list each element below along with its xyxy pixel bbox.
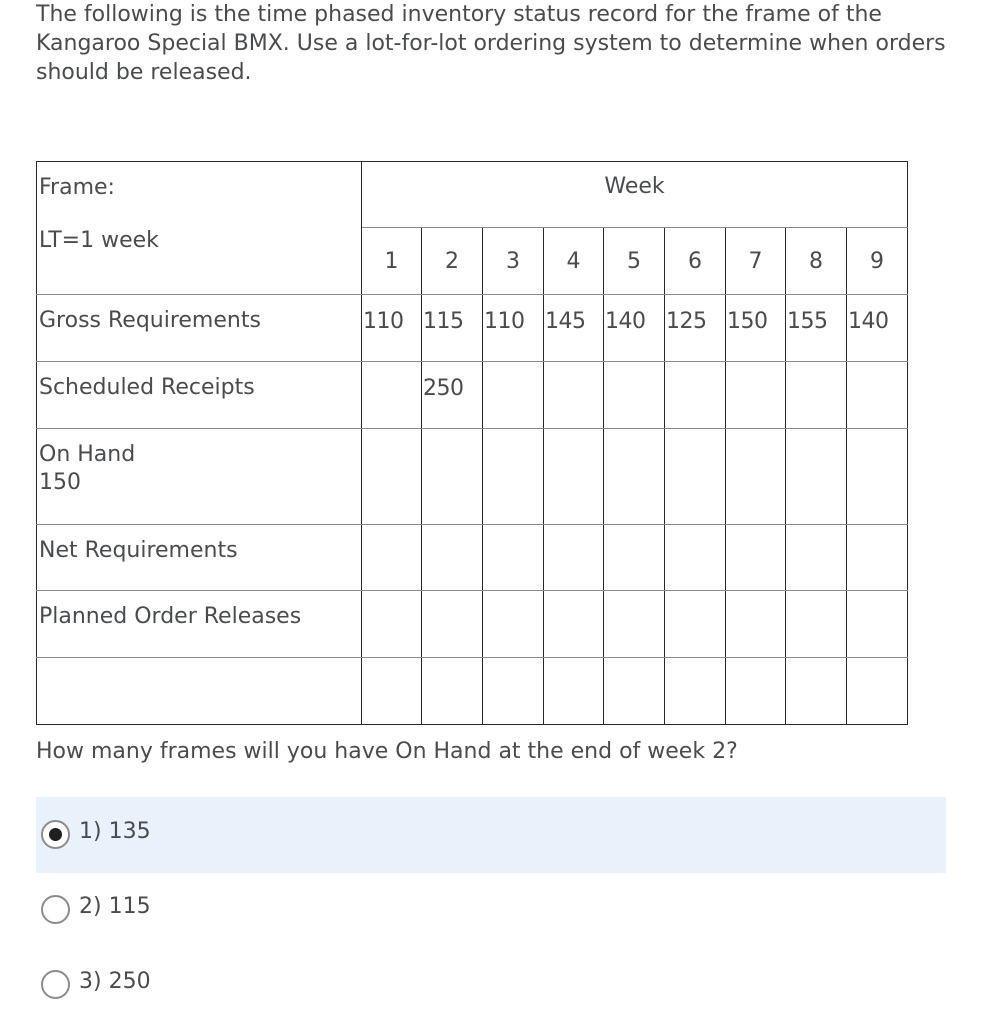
gross-requirements-cell: 140 [847, 295, 908, 362]
scheduled-receipts-cell [362, 362, 422, 429]
gross-requirements-cell: 140 [604, 295, 665, 362]
question-text: How many frames will you have On Hand at the end of week 2? [36, 739, 738, 764]
on-hand-initial: 150 [39, 470, 81, 495]
planned-order-releases-cell [544, 591, 604, 658]
planned-order-releases-cell [362, 591, 422, 658]
scheduled-receipts-cell [847, 362, 908, 429]
item-label: Frame: [37, 162, 362, 228]
net-requirements-cell [786, 525, 847, 591]
on-hand-label-cell [37, 429, 362, 525]
answer-choice-label[interactable]: 3) 250 [79, 969, 151, 994]
planned-order-releases-cell [847, 591, 908, 658]
on-hand-cell [665, 429, 726, 525]
planned-order-releases-cell [726, 591, 786, 658]
blank-cell [362, 658, 422, 725]
net-requirements-label: Net Requirements [37, 525, 362, 591]
radio-button-icon[interactable] [41, 820, 70, 849]
on-hand-cell [786, 429, 847, 525]
blank-cell [726, 658, 786, 725]
gross-requirements-cell: 115 [422, 295, 483, 362]
week-number-cell: 4 [544, 228, 604, 295]
gross-requirements-cell: 145 [544, 295, 604, 362]
on-hand-cell [544, 429, 604, 525]
week-number-cell: 1 [362, 228, 422, 295]
net-requirements-cell [483, 525, 544, 591]
net-requirements-cell [604, 525, 665, 591]
gross-requirements-label: Gross Requirements [37, 295, 362, 362]
gross-requirements-cell: 150 [726, 295, 786, 362]
week-number-cell: 6 [665, 228, 726, 295]
scheduled-receipts-cell [665, 362, 726, 429]
planned-order-releases-cell [665, 591, 726, 658]
scheduled-receipts-cell: 250 [422, 362, 483, 429]
on-hand-label: On Hand [39, 442, 136, 467]
net-requirements-cell [544, 525, 604, 591]
scheduled-receipts-cell [726, 362, 786, 429]
blank-cell [483, 658, 544, 725]
scheduled-receipts-label: Scheduled Receipts [37, 362, 362, 429]
on-hand-cell [362, 429, 422, 525]
on-hand-cell [847, 429, 908, 525]
radio-selected-dot-icon [49, 828, 62, 841]
gross-requirements-cell: 110 [362, 295, 422, 362]
radio-button-icon[interactable] [41, 895, 70, 924]
net-requirements-cell [362, 525, 422, 591]
planned-order-releases-cell [604, 591, 665, 658]
scheduled-receipts-cell [483, 362, 544, 429]
blank-cell [786, 658, 847, 725]
answer-choice-label[interactable]: 1) 135 [79, 819, 151, 844]
week-number-cell: 7 [726, 228, 786, 295]
week-number-cell: 5 [604, 228, 665, 295]
on-hand-cell [483, 429, 544, 525]
blank-cell [422, 658, 483, 725]
planned-order-releases-cell [422, 591, 483, 658]
blank-cell [665, 658, 726, 725]
radio-button-icon[interactable] [41, 970, 70, 999]
scheduled-receipts-cell [604, 362, 665, 429]
inventory-status-table [36, 161, 908, 725]
gross-requirements-cell: 110 [483, 295, 544, 362]
net-requirements-cell [726, 525, 786, 591]
planned-order-releases-cell [786, 591, 847, 658]
question-intro-text: The following is the time phased inventory status record for the frame of the Kangaroo Special BMX. Use a lot-for-lot ordering system to determine when orders should be released. [36, 2, 946, 85]
net-requirements-cell [422, 525, 483, 591]
week-number-cell: 2 [422, 228, 483, 295]
gross-requirements-cell: 155 [786, 295, 847, 362]
blank-cell [544, 658, 604, 725]
answer-choice[interactable] [36, 797, 946, 873]
answer-choice[interactable] [36, 947, 946, 1023]
week-number-cell: 8 [786, 228, 847, 295]
answer-choice-label[interactable]: 2) 115 [79, 894, 151, 919]
scheduled-receipts-cell [786, 362, 847, 429]
gross-requirements-cell: 125 [665, 295, 726, 362]
lead-time-label: LT=1 week [37, 228, 362, 295]
blank-row-label [37, 658, 362, 725]
blank-cell [847, 658, 908, 725]
net-requirements-cell [847, 525, 908, 591]
week-number-cell: 3 [483, 228, 544, 295]
on-hand-cell [604, 429, 665, 525]
week-number-cell: 9 [847, 228, 908, 295]
on-hand-cell [726, 429, 786, 525]
net-requirements-cell [665, 525, 726, 591]
planned-order-releases-cell [483, 591, 544, 658]
week-header: Week [362, 162, 908, 228]
answer-choice[interactable] [36, 872, 946, 948]
blank-cell [604, 658, 665, 725]
on-hand-cell [422, 429, 483, 525]
planned-order-releases-label: Planned Order Releases [37, 591, 362, 658]
scheduled-receipts-cell [544, 362, 604, 429]
